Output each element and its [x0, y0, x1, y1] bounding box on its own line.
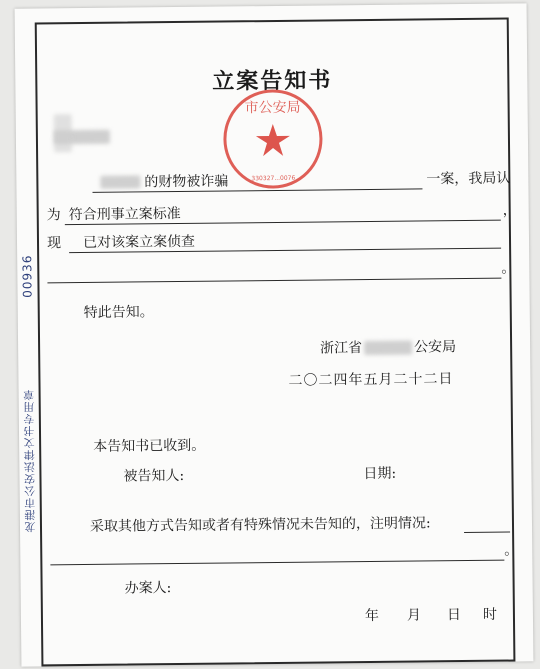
line4-field: [47, 260, 501, 284]
line2-end: ，: [502, 202, 517, 219]
redacted-name: [100, 175, 140, 188]
other-method-end: 。: [504, 542, 519, 559]
seal-number: 330327...0076: [251, 174, 296, 183]
line2-value: 符合刑事立案标准: [68, 205, 181, 224]
hour-label: 时: [482, 606, 498, 623]
side-margin: [19, 248, 39, 608]
line3-prefix: 现: [46, 235, 62, 252]
other-method-field: [464, 514, 510, 533]
line1-end: 一案，我局认: [426, 170, 511, 188]
issuer-suffix: 公安局: [414, 339, 457, 356]
line2-field: [65, 202, 501, 226]
handler-label: 办案人:: [124, 580, 172, 597]
year-label: 年: [364, 607, 380, 625]
recipient-suffix: 的财物被诈骗: [144, 173, 229, 191]
seal-text: 市公安局: [244, 99, 301, 117]
line3-field: [69, 230, 501, 254]
day-label: 日: [446, 607, 462, 624]
other-method-line: [50, 542, 504, 566]
notified-person-label: 被告知人:: [123, 467, 185, 485]
redacted-area: [54, 114, 72, 152]
line4-end: 。: [501, 260, 516, 277]
date-label: 日期:: [363, 465, 397, 483]
notice-text: 特此告知。: [83, 304, 154, 321]
received-text: 本告知书已收到。: [93, 437, 206, 455]
document-frame: [35, 18, 519, 667]
recipient-line: [92, 170, 422, 192]
document-title: 立案告知书: [212, 67, 333, 95]
side-stamp-text: 龙港市公安法律文书专用章: [22, 388, 38, 533]
month-label: 月: [406, 607, 422, 624]
redacted-city: [364, 341, 412, 356]
issuer-prefix: 浙江省: [320, 340, 363, 357]
issue-date: 二〇二四年五月二十二日: [288, 371, 454, 389]
serial-number: 00936: [20, 254, 35, 298]
other-method-text: 采取其他方式告知或者有特殊情况未告知的，注明情况:: [89, 515, 431, 535]
line2-prefix: 为: [46, 207, 61, 224]
document-paper: [15, 3, 534, 666]
line3-value: 已对该案立案侦查: [82, 233, 196, 251]
